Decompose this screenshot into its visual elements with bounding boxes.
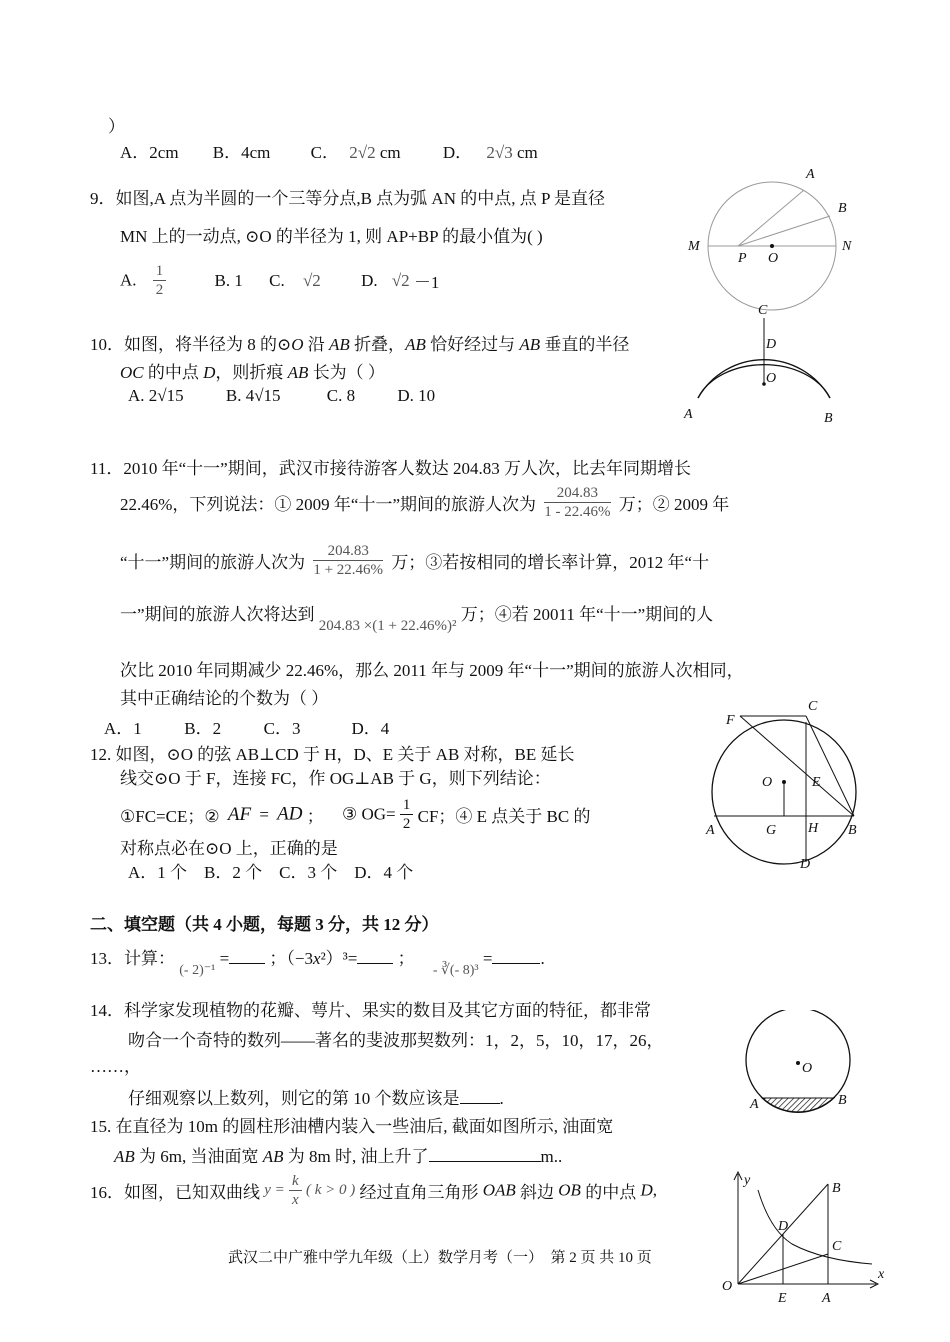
q12-label-e: E [812,775,821,790]
q15-line2-d: 为 8m 时, 油上升了 [283,1147,429,1166]
q12-line-cb [806,716,854,816]
q11-fraction1-num: 204.83 [544,484,610,503]
q8-option-d-prefix: D． [442,143,473,162]
q10-options [128,386,435,406]
q10-label-d: D [766,337,777,352]
q12-item1: ①FC=CE；② [120,807,220,826]
q10-line2-c: D [203,363,216,382]
q9-center-dot [770,244,774,248]
q8-option-d-expr: 2√3 [486,143,513,162]
q10-label-c: C [758,303,768,318]
page-footer: 武汉二中广雅中学九年级（上）数学月考（一） 第 2 页 共 10 页 [228,1250,652,1266]
q10-line2-f: 长为（ ） [308,363,385,382]
q13-line [90,944,545,978]
q12-label-a: A [706,823,715,838]
q10-line1 [90,330,629,355]
q8-option-c-expr: 2√2 [349,143,376,162]
q11-fraction2-num: 204.83 [313,542,383,561]
q10-option-a: A. 2√15 [128,386,184,405]
q8-option-c-prefix: C． [310,143,339,162]
q16-post-d: OB [558,1180,581,1200]
q9-option-a-num: 1 [153,262,167,281]
q8-option-a: A．2cm [120,143,179,162]
q10-line2-b: 的中点 [143,363,204,382]
q9-line1: 9．如图,A 点为半圆的一个三等分点,B 点为弧 AN 的中点, 点 P 是直径 [90,189,606,208]
q14-blank[interactable] [460,1103,500,1104]
q10-line2-e: AB [287,363,309,382]
q12-options: A．1 个 B．2 个 C．3 个 D．4 个 [128,863,414,882]
q9-option-c-prefix: C. [269,270,285,290]
q9-option-d-post: －1 [413,273,440,292]
q10-label-a: A [684,407,693,422]
q10-line1-f: AB [405,335,426,354]
q9-option-a-prefix: A. [120,270,137,290]
q13-end: . [540,949,545,968]
q16-formula-cond: ( k > 0 ) [305,1182,356,1198]
q15-line1: 15. 在直径为 10m 的圆柱形油槽内装入一些油后, 截面如图所示, 油面宽 [90,1117,614,1136]
q16-formula-num: k [289,1172,302,1191]
q16-label-c: C [832,1239,842,1254]
q9-label-m: M [688,239,700,254]
q13-expr1: (- 2)⁻¹ [179,963,216,978]
q16-formula-fraction [289,1172,302,1209]
q13-eq1: = [219,949,230,968]
q9-line2: MN 上的一动点, ⊙O 的半径为 1, 则 AP+BP 的最小值为( ) [120,227,543,246]
q10-line1-e: 折叠， [349,335,406,354]
q9-label-a: A [806,167,815,182]
q11-line2 [120,484,729,521]
q10-line1-d: AB [329,335,350,354]
q12-label-h: H [808,821,819,836]
section2-title: 二、填空题（共 4 小题，每题 3 分，共 12 分） [90,915,439,934]
q12-arc-ad: AD [277,803,303,825]
q10-option-d: D. 10 [397,386,436,405]
q16-label-a: A [822,1291,831,1306]
q10-option-b: B. 4√15 [225,386,281,405]
q12-label-d: D [800,857,811,872]
q8-option-d-unit: cm [517,143,538,162]
q10-line2-a: OC [120,363,144,382]
q16-label-d: D [778,1219,789,1234]
q16-formula-y: y = [264,1182,285,1198]
q11-line3-b: 万；③若按相同的增长率计算，2012 年“十 [391,553,710,572]
q16-post-g: , [652,1180,657,1200]
q13-prefix: 13．计算： [90,949,175,968]
q16-post-e: 的中点 [580,1183,641,1202]
q11-line4-b: 万；④若 20011 年“十一”期间的人 [460,605,714,624]
q12-item3-den: 2 [402,816,411,832]
q11-line1: 11．2010 年“十一”期间，武汉市接待游客人数达 204.83 万人次，比去年同期增长 [90,459,691,478]
q15-blank[interactable] [429,1161,541,1162]
q9-label-b: B [838,201,847,216]
q11-options: A．1 B．2 C．3 D．4 [104,719,390,738]
q11-fraction1-den: 1 - 22.46% [544,504,611,520]
q11-line4 [120,600,714,634]
q12-line2: 线交⊙O 于 F，连接 FC，作 OG⊥AB 于 G，则下列结论： [120,769,551,788]
q12-label-b: B [848,823,857,838]
q16-figure [712,1160,892,1340]
q14-oil-segment [762,1098,834,1112]
q11-line4-a: 一”期间的旅游人次将达到 [120,605,315,624]
q13-mid: ²）³= [320,949,358,968]
q9-label-o: O [768,251,779,266]
q14-line4-b: . [499,1089,504,1108]
q11-line3 [120,542,709,579]
q9-line-pb [738,216,830,246]
q14-label-a: A [750,1097,759,1112]
q12-label-f: F [726,713,735,728]
q13-sep1: ；（−3 [269,949,314,968]
q12-arc-eq: = [259,804,269,824]
q14-figure [740,1010,860,1120]
q13-blank3[interactable] [492,963,540,964]
q10-line1-i: 垂直的半径 [540,335,630,354]
q10-label-b: B [824,411,833,426]
q14-line4-a: 仔细观察以上数列，则它的第 10 个数应该是 [128,1089,460,1108]
q16-line [90,1172,657,1209]
q16-post-c: 斜边 [515,1183,559,1202]
q11-line6: 其中正确结论的个数为（ ） [120,689,329,708]
q16-label-y: y [744,1173,751,1188]
q15-line2-c: AB [262,1147,284,1166]
q16-post-a: 经过直角三角形 [359,1183,483,1202]
q16-label-e: E [778,1291,787,1306]
q12-line-fb [740,716,854,816]
q10-line1-g: 恰好经过与 [425,335,520,354]
q10-label-o: O [766,371,777,386]
q8-option-c-unit: cm [379,143,401,162]
q8-option-b: B．4cm [212,143,271,162]
q10-line1-c: 沿 [303,335,330,354]
q15-line2-e: m.. [540,1147,563,1166]
q9-option-a-den: 2 [155,282,164,298]
q9-option-d-prefix: D. [361,270,378,290]
q9-figure [680,160,860,320]
q11-fraction1 [544,484,610,521]
q12-figure [700,696,870,876]
q16-label-b: B [832,1181,841,1196]
q12-arc-af: AF [227,803,252,825]
q11-line3-a: “十一”期间的旅游人次为 [120,553,306,572]
q16-label-o: O [722,1279,733,1294]
q12-item3-num: 1 [400,796,414,815]
q14-label-o: O [802,1061,813,1076]
q14-label-b: B [838,1093,847,1108]
q10-figure [680,300,850,430]
q13-x: x [313,949,321,968]
q14-line2: 吻合一个奇特的数列——著名的斐波那契数列：1，2，5，10，17，26， [128,1031,664,1050]
q13-eq3: = [482,949,493,968]
q15-line2-b: 为 6m, 当油面宽 [134,1147,263,1166]
q9-line-pa [738,190,804,246]
q9-option-a-fraction [153,262,167,299]
q13-expr3: - ∛(- 8)³ [432,963,479,978]
q16-post-f: D [640,1180,653,1200]
q11-line2-b: 万；② 2009 年 [618,495,730,514]
q12-item3-fraction [400,796,414,833]
q10-line1-h: AB [519,335,541,354]
q10-line2-d: ，则折痕 [215,363,288,382]
q14-center-dot [796,1061,800,1065]
q12-line3 [120,796,590,833]
q9-option-c-expr: √2 [302,270,321,290]
q12-label-c: C [808,699,818,714]
q9-label-n: N [842,239,852,254]
q9-label-p: P [738,251,747,266]
q12-line1: 12. 如图，⊙O 的弦 AB⊥CD 于 H，D、E 关于 AB 对称，BE 延长 [90,745,575,764]
q12-item3-b: CF；④ E 点关于 BC 的 [417,807,591,826]
q11-fraction2 [313,542,383,579]
q14-line4 [128,1084,504,1109]
q16-label-x: x [878,1267,885,1282]
q12-label-o: O [762,775,773,790]
q10-option-c: C. 8 [326,386,356,405]
q11-fraction2-den: 1 + 22.46% [313,562,384,578]
q8-paren: ） [108,117,125,136]
q16-post-b: OAB [482,1180,516,1200]
q15-line2-a: AB [114,1147,135,1166]
q9-option-b: B. 1 [214,270,243,290]
q12-item3-a: ③ OG= [341,804,396,824]
q12-line4: 对称点必在⊙O 上，正确的是 [120,839,338,858]
q10-line1-b: O [291,335,304,354]
q12-label-g: G [766,823,777,838]
q12-sep: ； [306,807,324,826]
q12-center-dot [782,780,786,784]
q16-prefix: 16．如图，已知双曲线 [90,1183,260,1202]
q8-options [120,138,538,163]
q9-option-d-expr: √2 [391,270,410,290]
q16-hyperbola [758,1190,872,1264]
q14-line1: 14．科学家发现植物的花瓣、萼片、果实的数目及其它方面的特征，都非常 [90,1001,651,1020]
q11-line2-a: 22.46%，下列说法：① 2009 年“十一”期间的旅游人次为 [120,495,537,514]
q11-expression: 204.83 ×(1 + 22.46%)² [318,618,457,634]
q16-formula-den: x [292,1192,299,1208]
q13-blank2[interactable] [357,963,393,964]
q14-line3: ……， [90,1057,141,1076]
q10-line2 [120,358,385,383]
q11-line5: 次比 2010 年同期减少 22.46%，那么 2011 年与 2009 年“十一”期间的旅游人次相同， [120,661,744,680]
q13-sep2: ； [397,949,415,968]
q13-blank1[interactable] [229,963,265,964]
q10-line1-a: 10．如图，将半径为 8 的⊙ [90,335,292,354]
q15-line2 [114,1142,562,1167]
q9-options [120,262,439,299]
